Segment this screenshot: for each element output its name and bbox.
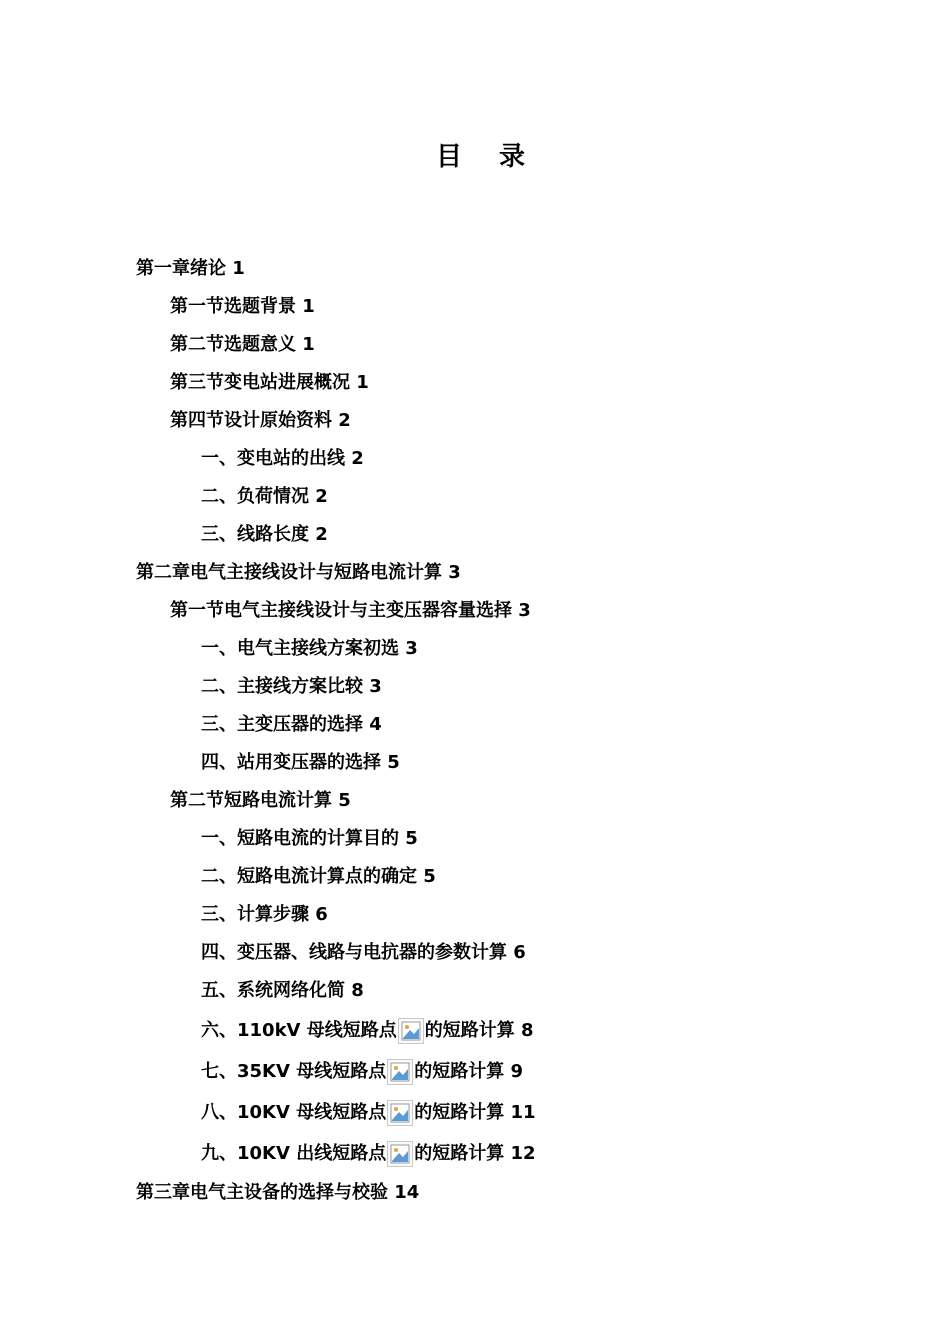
- toc-entry: 五、系统网络化简 8: [201, 980, 364, 1001]
- toc-entry: 三、主变压器的选择 4: [201, 714, 382, 735]
- toc-entry: 第二节短路电流计算 5: [170, 790, 351, 811]
- toc-entry: 四、变压器、线路与电抗器的参数计算 6: [201, 942, 526, 963]
- toc-entry: 一、变电站的出线 2: [201, 448, 364, 469]
- toc-entry: 三、线路长度 2: [201, 524, 328, 545]
- toc-entry: 第一章绪论 1: [136, 258, 245, 279]
- toc-entry: 二、短路电流计算点的确定 5: [201, 866, 436, 887]
- toc-entry: 九、10KV 出线短路点 的短路计算 12: [0, 1133, 536, 1174]
- broken-image-icon: [387, 1100, 413, 1126]
- toc-entry: 二、负荷情况 2: [201, 486, 328, 507]
- toc-entry: 八、10KV 母线短路点 的短路计算 11: [0, 1092, 536, 1133]
- table-of-contents: [0, 250, 536, 1212]
- toc-entry: 第一节选题背景 1: [170, 296, 315, 317]
- toc-entry: 第三章电气主设备的选择与校验 14: [136, 1182, 420, 1203]
- toc-entry: 第二节选题意义 1: [170, 334, 315, 355]
- toc-entry: 三、计算步骤 6: [201, 904, 328, 925]
- toc-entry: 第二章电气主接线设计与短路电流计算 3: [136, 562, 461, 583]
- broken-image-icon: [398, 1018, 424, 1044]
- broken-image-icon: [387, 1059, 413, 1085]
- toc-entry: 四、站用变压器的选择 5: [201, 752, 400, 773]
- toc-entry: 一、短路电流的计算目的 5: [201, 828, 418, 849]
- toc-entry: 七、35KV 母线短路点 的短路计算 9: [0, 1051, 536, 1092]
- toc-entry: 第四节设计原始资料 2: [170, 410, 351, 431]
- toc-entry: 一、电气主接线方案初选 3: [201, 638, 418, 659]
- toc-entry: 二、主接线方案比较 3: [201, 676, 382, 697]
- broken-image-icon: [387, 1141, 413, 1167]
- page-title: 目 录: [435, 142, 540, 172]
- toc-entry: 六、110kV 母线短路点 的短路计算 8: [0, 1010, 536, 1051]
- toc-entry: 第三节变电站进展概况 1: [170, 372, 369, 393]
- toc-entry: 第一节电气主接线设计与主变压器容量选择 3: [170, 600, 531, 621]
